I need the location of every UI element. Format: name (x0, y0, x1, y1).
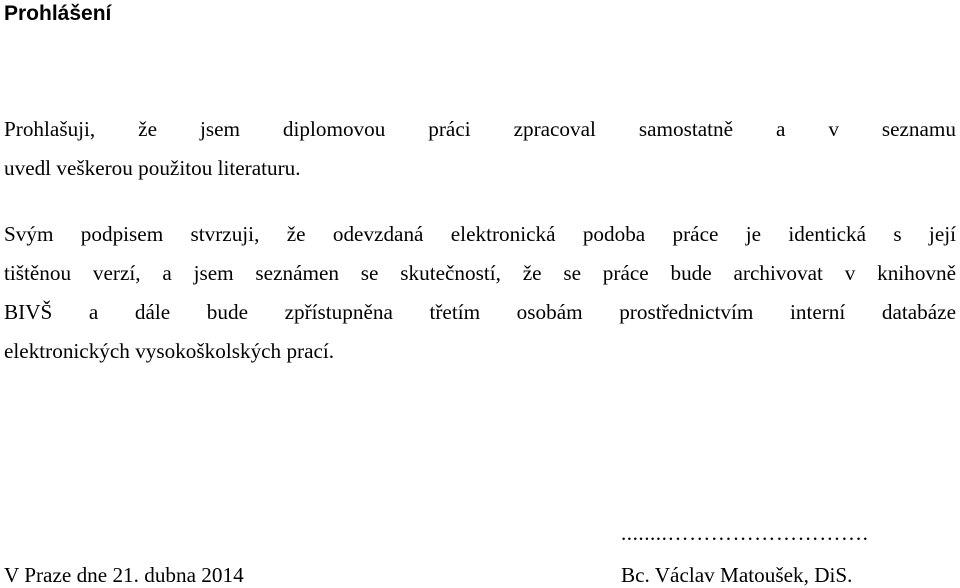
paragraph-line: Prohlašuji, že jsem diplomovou práci zpracoval samostatně a v seznamu (4, 117, 956, 141)
place-and-date: V Praze dne 21. dubna 2014 (4, 563, 244, 587)
paragraph-line: Svým podpisem stvrzuji, že odevzdaná elektronická podoba práce je identická s její (4, 222, 956, 246)
declaration-paragraph (4, 110, 956, 188)
signature-block (621, 520, 868, 588)
paragraph-line: tištěnou verzí, a jsem seznámen se skutečností, že se práce bude archivovat v knihovně (4, 261, 956, 285)
page-title: Prohlášení (4, 2, 112, 25)
paragraph-line: uvedl veškerou použitou literaturu. (4, 156, 301, 180)
signature-line: ........………………………. (621, 521, 869, 545)
signatory-name: Bc. Václav Matoušek, DiS. (621, 563, 853, 587)
consent-paragraph (4, 215, 956, 371)
paragraph-line: elektronických vysokoškolských prací. (4, 339, 335, 363)
paragraph-line: BIVŠ a dále bude zpřístupněna třetím osobám prostřednictvím interní databáze (4, 300, 956, 324)
